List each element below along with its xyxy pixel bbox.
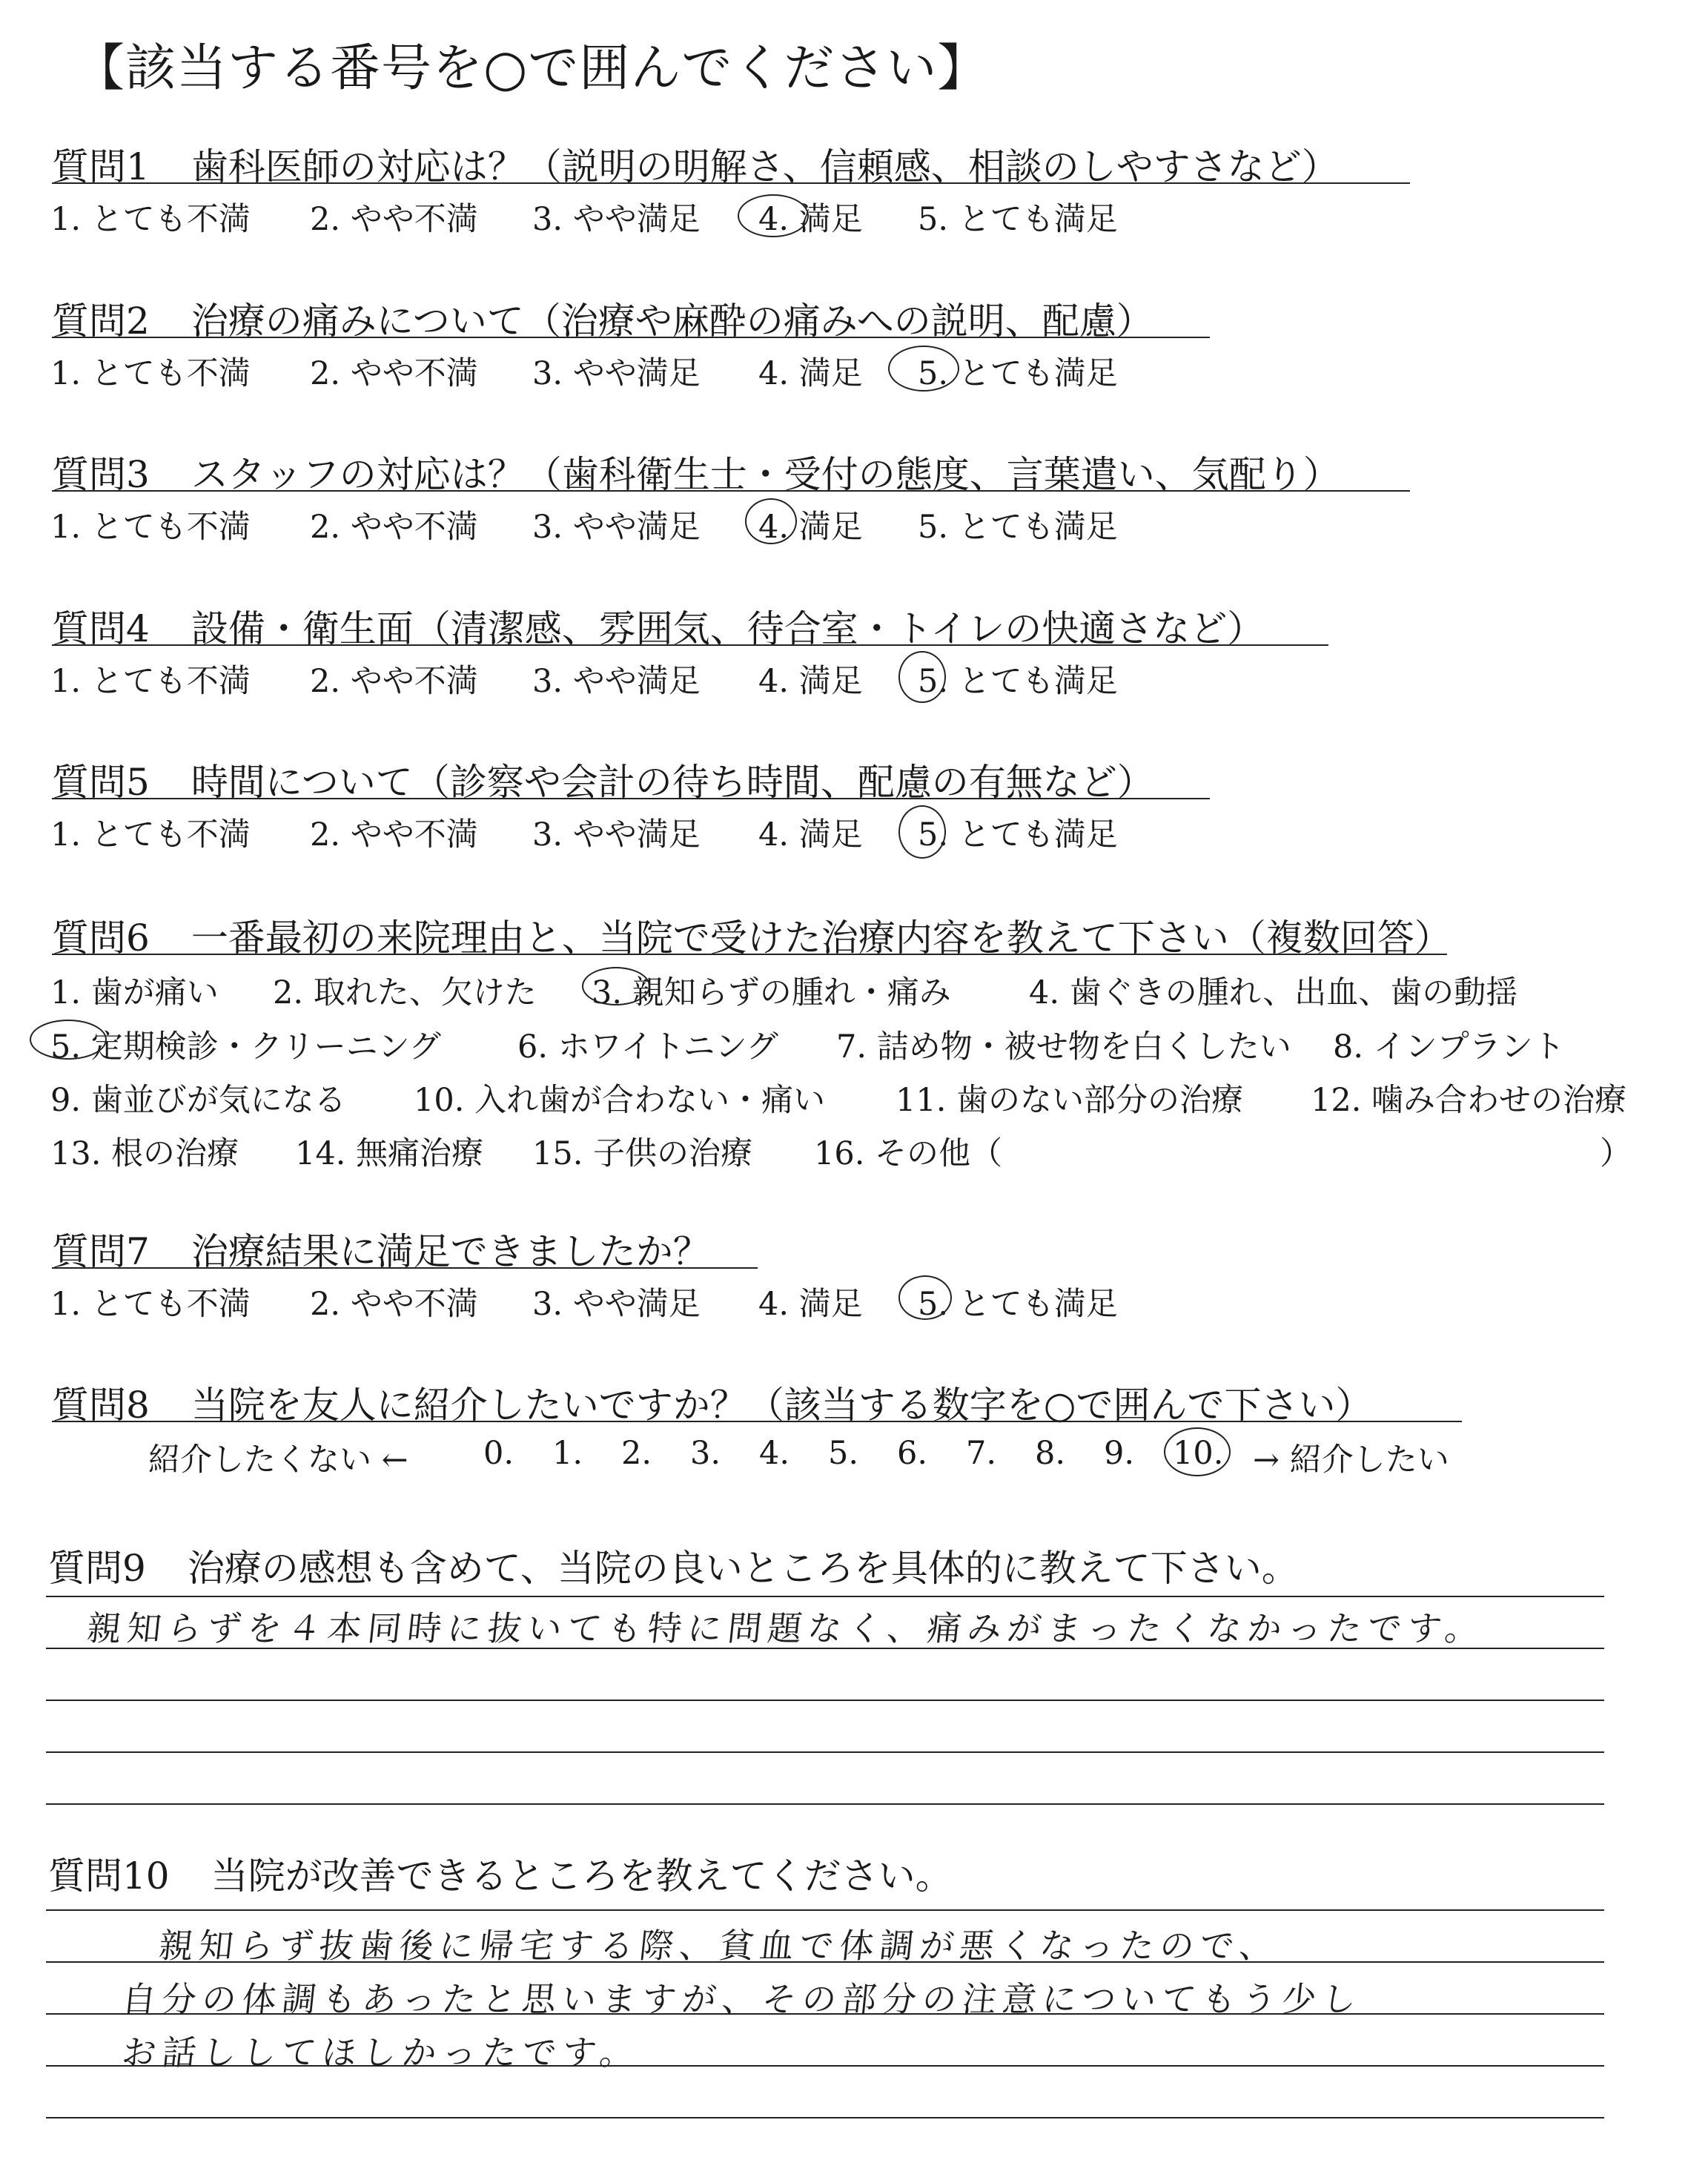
q2-option-3[interactable]: 3. やや満足	[532, 355, 701, 392]
q6-option-2[interactable]: 2. 取れた、欠けた	[273, 974, 537, 1011]
q2-option-5[interactable]: 5. とても満足	[918, 355, 1118, 392]
q8-selected-circle	[1164, 1427, 1231, 1476]
q6-selected-circle-5	[30, 1020, 107, 1060]
q1-selected-circle	[738, 194, 809, 237]
question-2-underline	[52, 337, 1210, 338]
q9-answer-line-1	[46, 1596, 1604, 1597]
q7-option-4[interactable]: 4. 満足	[758, 1286, 863, 1323]
q6-option-5[interactable]: 5. 定期検診・クリーニング	[50, 1028, 441, 1066]
form-header: 【該当する番号を○で囲んでください】	[74, 39, 989, 98]
q6-option-10[interactable]: 10. 入れ歯が合わない・痛い	[414, 1082, 826, 1119]
q10-handwritten-answer-line-2: 自分の体調もあったと思いますが、その部分の注意についてもう少し	[119, 1979, 1365, 2019]
question-1-number: 質問1	[52, 145, 150, 188]
q4-option-1[interactable]: 1. とても不満	[50, 663, 251, 700]
q7-option-3[interactable]: 3. やや満足	[532, 1286, 701, 1323]
question-3-text: スタッフの対応は？（歯科衛生士・受付の態度、言葉遣い、気配り）	[191, 453, 1340, 496]
q8-scale-3[interactable]: 3.	[690, 1435, 721, 1472]
q6-option-6[interactable]: 6. ホワイトニング	[517, 1028, 778, 1066]
q6-option-14[interactable]: 14. 無痛治療	[295, 1135, 484, 1172]
question-3-underline	[52, 490, 1410, 492]
q8-scale-1[interactable]: 1.	[552, 1435, 583, 1472]
q2-selected-circle	[888, 346, 959, 392]
q7-option-1[interactable]: 1. とても不満	[50, 1286, 251, 1323]
q8-scale-9[interactable]: 9.	[1104, 1435, 1135, 1472]
q3-option-4[interactable]: 4. 満足	[758, 509, 863, 546]
q7-option-2[interactable]: 2. やや不満	[310, 1286, 478, 1323]
q8-scale-4[interactable]: 4.	[759, 1435, 790, 1472]
q6-option-16[interactable]: 16. その他（	[814, 1135, 1003, 1172]
q5-option-3[interactable]: 3. やや満足	[532, 816, 701, 853]
question-4-number: 質問4	[52, 607, 150, 650]
question-5-underline	[52, 798, 1210, 799]
q1-option-2[interactable]: 2. やや不満	[310, 201, 478, 238]
question-3-number: 質問3	[52, 453, 150, 496]
q3-option-3[interactable]: 3. やや満足	[532, 509, 701, 546]
q10-answer-line-5	[46, 2117, 1604, 2118]
q6-option-7[interactable]: 7. 詰め物・被せ物を白くしたい	[836, 1028, 1291, 1066]
question-4-underline	[52, 644, 1328, 646]
q8-scale-0[interactable]: 0.	[483, 1435, 514, 1472]
q5-selected-circle	[898, 805, 946, 859]
question-9-title	[48, 1539, 1299, 1592]
q7-option-5[interactable]: 5. とても満足	[918, 1286, 1118, 1323]
q1-option-3[interactable]: 3. やや満足	[532, 201, 701, 238]
q2-option-4[interactable]: 4. 満足	[758, 355, 863, 392]
q9-answer-line-3	[46, 1700, 1604, 1701]
q6-option-9[interactable]: 9. 歯並びが気になる	[50, 1082, 346, 1119]
question-1-text: 歯科医師の対応は？（説明の明解さ、信頼感、相談のしやすさなど）	[191, 145, 1339, 188]
question-2-number: 質問2	[52, 300, 150, 343]
q9-handwritten-answer: 親知らずを４本同時に抜いても特に問題なく、痛みがまったくなかったです。	[85, 1608, 1487, 1648]
q8-scale-7[interactable]: 7.	[966, 1435, 997, 1472]
q1-option-5[interactable]: 5. とても満足	[918, 201, 1118, 238]
q4-option-5[interactable]: 5. とても満足	[918, 663, 1118, 700]
q1-option-1[interactable]: 1. とても不満	[50, 201, 251, 238]
q8-scale-6[interactable]: 6.	[897, 1435, 928, 1472]
q4-option-2[interactable]: 2. やや不満	[310, 663, 478, 700]
question-7-text: 治療結果に満足できましたか？	[191, 1230, 710, 1273]
q9-answer-line-5	[46, 1803, 1604, 1805]
question-6-text: 一番最初の来院理由と、当院で受けた治療内容を教えて下さい（複数回答）	[191, 916, 1452, 960]
q10-handwritten-answer-line-3: お話ししてほしかったです。	[119, 2032, 642, 2073]
question-9-text: 治療の感想も含めて、当院の良いところを具体的に教えて下さい。	[187, 1547, 1299, 1590]
question-10-title	[48, 1846, 953, 1900]
question-2-text: 治療の痛みについて（治療や麻酔の痛みへの説明、配慮）	[191, 300, 1153, 343]
q6-option-4[interactable]: 4. 歯ぐきの腫れ、出血、歯の動揺	[1029, 974, 1518, 1011]
question-5-number: 質問5	[52, 761, 150, 804]
q7-selected-circle	[898, 1275, 952, 1320]
q6-option-11[interactable]: 11. 歯のない部分の治療	[896, 1082, 1244, 1119]
q3-selected-circle	[745, 498, 797, 544]
q10-answer-line-1	[46, 1909, 1604, 1911]
q4-option-3[interactable]: 3. やや満足	[532, 663, 701, 700]
q4-option-4[interactable]: 4. 満足	[758, 663, 863, 700]
q5-option-1[interactable]: 1. とても不満	[50, 816, 251, 853]
question-5-text: 時間について（診察や会計の待ち時間、配慮の有無など）	[191, 761, 1154, 804]
question-8-underline	[52, 1421, 1462, 1422]
q3-option-1[interactable]: 1. とても不満	[50, 509, 251, 546]
q6-other-close-paren: ）	[1600, 1135, 1632, 1172]
q9-answer-line-4	[46, 1751, 1604, 1753]
q6-option-12[interactable]: 12. 噛み合わせの治療	[1311, 1082, 1627, 1119]
q4-selected-circle	[898, 651, 946, 703]
question-7-underline	[52, 1267, 758, 1269]
q2-option-1[interactable]: 1. とても不満	[50, 355, 251, 392]
q1-option-4[interactable]: 4. 満足	[758, 201, 863, 238]
q6-option-8[interactable]: 8. インプラント	[1333, 1028, 1565, 1066]
q5-option-5[interactable]: 5. とても満足	[918, 816, 1118, 853]
q6-option-3[interactable]: 3. 親知らずの腫れ・痛み	[592, 974, 951, 1011]
q6-option-1[interactable]: 1. 歯が痛い	[50, 974, 219, 1011]
q5-option-4[interactable]: 4. 満足	[758, 816, 863, 853]
question-6-underline	[52, 954, 1447, 955]
q6-option-15[interactable]: 15. 子供の治療	[532, 1135, 753, 1172]
question-10-text: 当院が改善できるところを教えてください。	[211, 1855, 953, 1898]
question-1-underline	[52, 182, 1410, 184]
question-6-number: 質問6	[52, 916, 150, 960]
q3-option-5[interactable]: 5. とても満足	[918, 509, 1118, 546]
q8-scale-8[interactable]: 8.	[1035, 1435, 1066, 1472]
q10-handwritten-answer-line-1: 親知らず抜歯後に帰宅する際、貧血で体調が悪くなったので、	[156, 1926, 1282, 1966]
question-4-text: 設備・衛生面（清潔感、雰囲気、待合室・トイレの快適さなど）	[191, 607, 1265, 650]
question-7-number: 質問7	[52, 1230, 150, 1273]
q6-option-13[interactable]: 13. 根の治療	[50, 1135, 239, 1172]
q8-scale-10[interactable]: 10.	[1173, 1435, 1224, 1472]
q8-scale-5[interactable]: 5.	[828, 1435, 859, 1472]
q2-option-2[interactable]: 2. やや不満	[310, 355, 478, 392]
question-8-text: 当院を友人に紹介したいですか？（該当する数字を○で囲んで下さい）	[191, 1384, 1373, 1427]
q8-scale-right-label: → 紹介したい	[1253, 1441, 1449, 1479]
question-10-number: 質問10	[48, 1855, 170, 1898]
question-8-number: 質問8	[52, 1384, 150, 1427]
q8-scale-2[interactable]: 2.	[621, 1435, 652, 1472]
q3-option-2[interactable]: 2. やや不満	[310, 509, 478, 546]
question-9-number: 質問9	[48, 1547, 146, 1590]
q6-selected-circle-3	[582, 967, 650, 1005]
q5-option-2[interactable]: 2. やや不満	[310, 816, 478, 853]
q8-scale-left-label: 紹介したくない ←	[148, 1441, 408, 1479]
